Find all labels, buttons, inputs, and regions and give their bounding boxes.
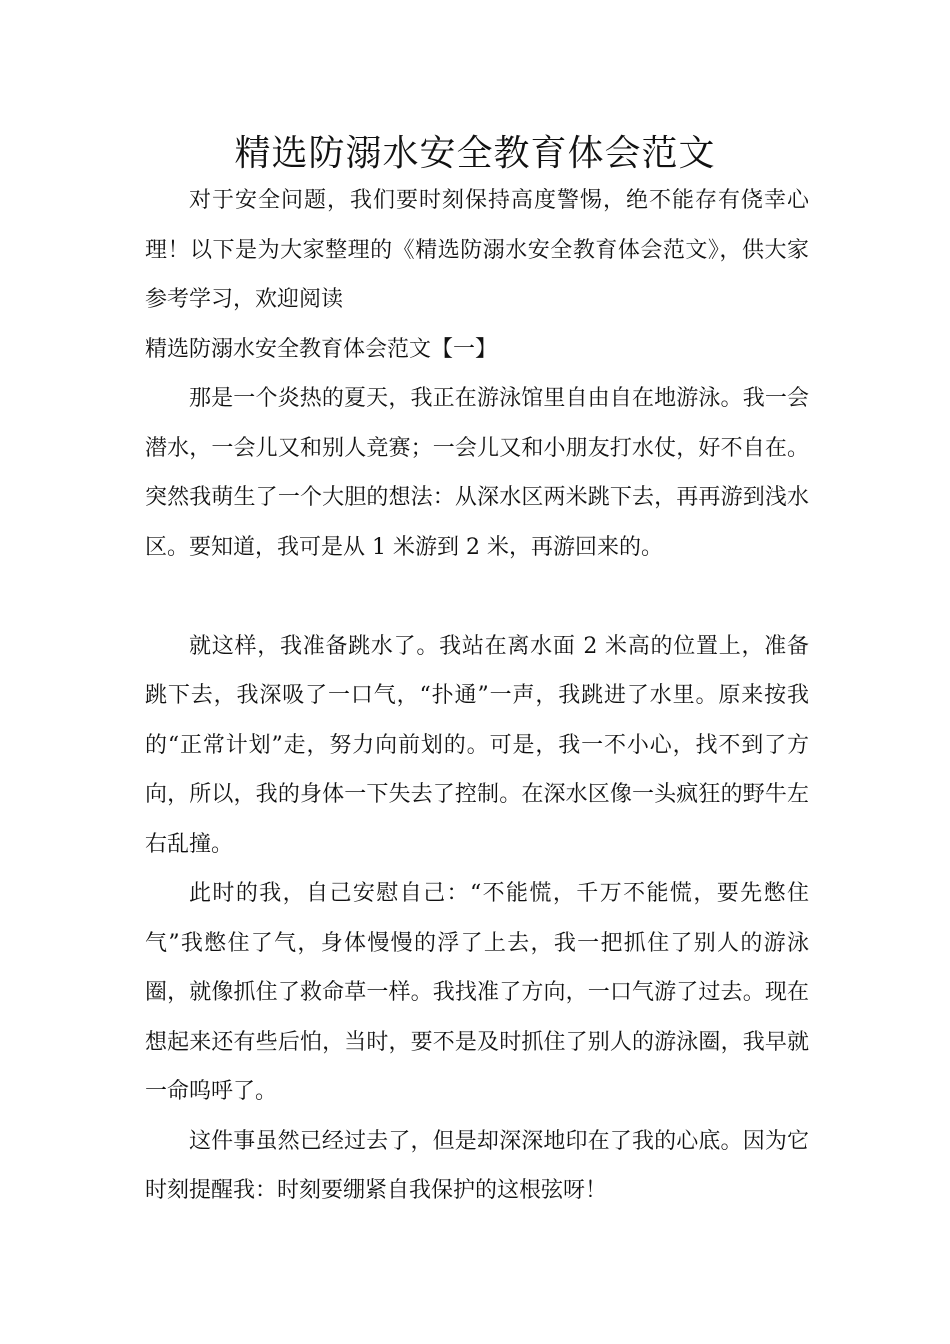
document-body bbox=[145, 176, 809, 1216]
document-title: 精选防溺水安全教育体会范文 bbox=[234, 133, 716, 174]
intro-paragraph: 对于安全问题，我们要时刻保持高度警惕，绝不能存有侥幸心理！以下是为大家整理的《精选防溺水安全教育体会范文》，供大家参考学习，欢迎阅读 bbox=[145, 188, 809, 312]
body-paragraph-1: 那是一个炎热的夏天，我正在游泳馆里自由自在地游泳。我一会潜水，一会儿又和别人竞赛；一会儿又和小朋友打水仗，好不自在。突然我萌生了一个大胆的想法：从深水区两米跳下去，再再游到浅水区。要知道，我可是从 1 米游到 2 米，再游回来的。 bbox=[145, 386, 809, 560]
body-paragraph-4: 这件事虽然已经过去了，但是却深深地印在了我的心底。因为它时刻提醒我：时刻要绷紧自我保护的这根弦呀！ bbox=[145, 1128, 809, 1203]
body-paragraph-3: 此时的我，自己安慰自己：“不能慌，千万不能慌，要先憋住气”我憋住了气，身体慢慢的浮了上去，我一把抓住了别人的游泳圈，就像抓住了救命草一样。我找准了方向，一口气游了过去。现在想起来还有些后怕，当时，要不是及时抓住了别人的游泳圈，我早就一命呜呼了。 bbox=[145, 881, 809, 1104]
paragraph-spacer bbox=[145, 572, 809, 622]
section-heading: 精选防溺水安全教育体会范文【一】 bbox=[145, 336, 498, 362]
body-paragraph-2: 就这样，我准备跳水了。我站在离水面 2 米高的位置上，准备跳下去，我深吸了一口气，“扑通”一声，我跳进了水里。原来按我的“正常计划”走，努力向前划的。可是，我一不小心，找不到了方向，所以，我的身体一下失去了控制。在深水区像一头疯狂的野牛左右乱撞。 bbox=[145, 633, 809, 857]
